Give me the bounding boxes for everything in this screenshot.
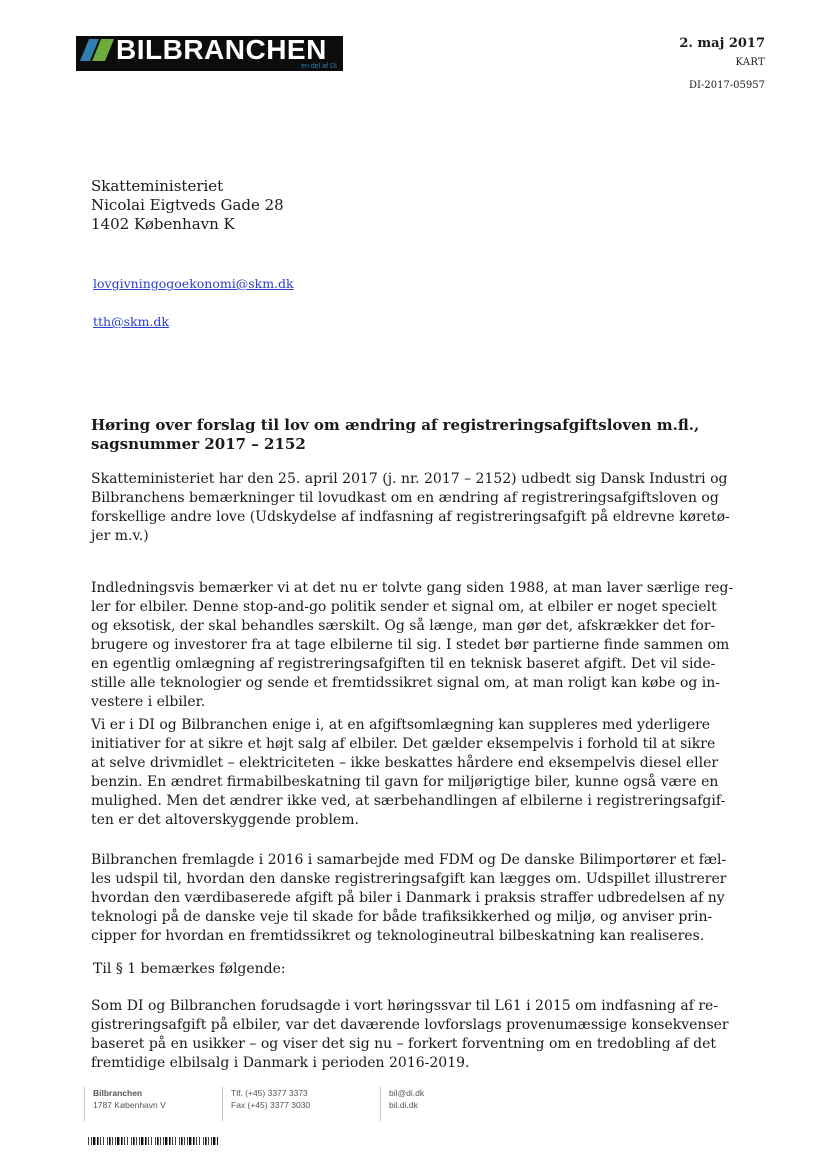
footer-online xyxy=(380,1087,424,1121)
text-line: fremtidige elbilsalg i Danmark i perioden 2016-2019. xyxy=(91,1055,470,1071)
email-link-tth[interactable]: tth@skm.dk xyxy=(93,314,169,329)
text-line: Til § 1 bemærkes følgende: xyxy=(93,961,286,977)
text-line: mulighed. Men det ændrer ikke ved, at særbehandlingen af elbilerne i registreringsafgif- xyxy=(91,793,726,809)
text-line: les udspil til, hvordan den danske registreringsafgift kan lægges om. Udspillet illustrerer xyxy=(91,871,727,887)
logo-mark-icon xyxy=(80,39,114,61)
paragraph-initiatives xyxy=(91,716,725,830)
reference-number: DI-2017-05957 xyxy=(689,80,765,91)
text-line: cipper for hvordan en fremtidssikret og teknologineutral bilbeskatning kan realiseres. xyxy=(91,928,705,944)
footer-email[interactable]: bil@di.dk xyxy=(389,1088,425,1098)
address-line: Skatteministeriet xyxy=(91,177,224,195)
text-line: ler for elbiler. Denne stop-and-go politik sender et signal om, at elbiler er noget specielt xyxy=(91,599,717,615)
recipient-address xyxy=(91,177,284,234)
email-link-lovgivning[interactable]: lovgivningogoekonomi@skm.dk xyxy=(93,276,294,291)
text-line: og eksotisk, der skal behandles særskilt. Og så længe, man gør det, afskrækker det for- xyxy=(91,618,716,634)
text-line: Skatteministeriet har den 25. april 2017 (j. nr. 2017 – 2152) udbedt sig Dansk Industri og xyxy=(91,471,728,487)
footer-org: Bilbranchen xyxy=(93,1088,143,1098)
footer-contact xyxy=(222,1087,310,1121)
paragraph-section-1 xyxy=(93,960,286,979)
paragraph-forecast xyxy=(91,997,729,1073)
footer-web[interactable]: bil.di.dk xyxy=(389,1100,418,1110)
address-line: Nicolai Eigtveds Gade 28 xyxy=(91,196,284,214)
text-line: Bilbranchens bemærkninger til lovudkast om en ændring af registreringsafgiftsloven og xyxy=(91,490,719,506)
text-line: baseret på en usikker – og viser det sig nu – forkert forventning om en tredobling af det xyxy=(91,1036,717,1052)
letter-date: 2. maj 2017 xyxy=(679,36,765,51)
author-initials: KART xyxy=(735,57,765,68)
text-line: vestere i elbiler. xyxy=(91,694,206,710)
footer-fax: Fax (+45) 3377 3030 xyxy=(231,1100,311,1110)
text-line: en egentlig omlægning af registreringsafgiften til en teknisk baseret afgift. Det vil side- xyxy=(91,656,716,672)
barcode-icon xyxy=(88,1137,218,1145)
text-line: Indledningsvis bemærker vi at det nu er tolvte gang siden 1988, at man laver særlige reg- xyxy=(91,580,734,596)
text-line: Bilbranchen fremlagde i 2016 i samarbejde med FDM og De danske Bilimportører et fæl- xyxy=(91,852,727,868)
text-line: stille alle teknologier og sende et fremtidssikret signal om, at man roligt kan købe og in- xyxy=(91,675,721,691)
text-line: Som DI og Bilbranchen forudsagde i vort høringssvar til L61 i 2015 om indfasning af re- xyxy=(91,998,719,1014)
text-line: hvordan den værdibaserede afgift på biler i Danmark i praksis straffer udbredelsen af ny xyxy=(91,890,725,906)
text-line: benzin. En ændret firmabilbeskatning til gavn for miljørigtige biler, kunne også være en xyxy=(91,774,719,790)
text-line: ten er det altoverskyggende problem. xyxy=(91,812,359,828)
text-line: initiativer for at sikre et højt salg af elbiler. Det gælder eksempelvis i forhold til at sikre xyxy=(91,736,716,752)
text-line: gistreringsafgift på elbiler, var det daværende lovforslags provenumæssige konsekvenser xyxy=(91,1017,729,1033)
logo-brand-text: BILBRANCHEN xyxy=(116,36,327,65)
logo-tagline: en del af DI xyxy=(301,63,337,70)
bilbranchen-logo xyxy=(76,36,343,71)
text-line: at selve drivmidlet – elektriciteten – ikke beskattes hårdere end eksempelvis diesel eller xyxy=(91,755,719,771)
footer-address xyxy=(84,1087,166,1121)
paragraph-intro xyxy=(91,470,730,546)
text-line: jer m.v.) xyxy=(91,528,149,544)
subject-heading xyxy=(91,416,731,454)
subject-line: sagsnummer 2017 – 2152 xyxy=(91,435,306,453)
footer-postal: 1787 København V xyxy=(93,1100,166,1110)
text-line: teknologi på de danske veje til skade for både trafiksikkerhed og miljø, og anviser prin- xyxy=(91,909,713,925)
subject-line: Høring over forslag til lov om ændring af registreringsafgiftsloven m.fl., xyxy=(91,416,700,434)
text-line: brugere og investorer fra at tage elbilerne til sig. I stedet bør partierne finde sammen om xyxy=(91,637,730,653)
footer-phone: Tlf. (+45) 3377 3373 xyxy=(231,1088,308,1098)
paragraph-stop-and-go xyxy=(91,579,733,712)
text-line: Vi er i DI og Bilbranchen enige i, at en afgiftsomlægning kan suppleres med yderligere xyxy=(91,717,711,733)
text-line: forskellige andre love (Udskydelse af indfasning af registreringsafgift på eldrevne køretø- xyxy=(91,509,730,525)
address-line: 1402 København K xyxy=(91,215,235,233)
paragraph-proposal xyxy=(91,851,726,946)
